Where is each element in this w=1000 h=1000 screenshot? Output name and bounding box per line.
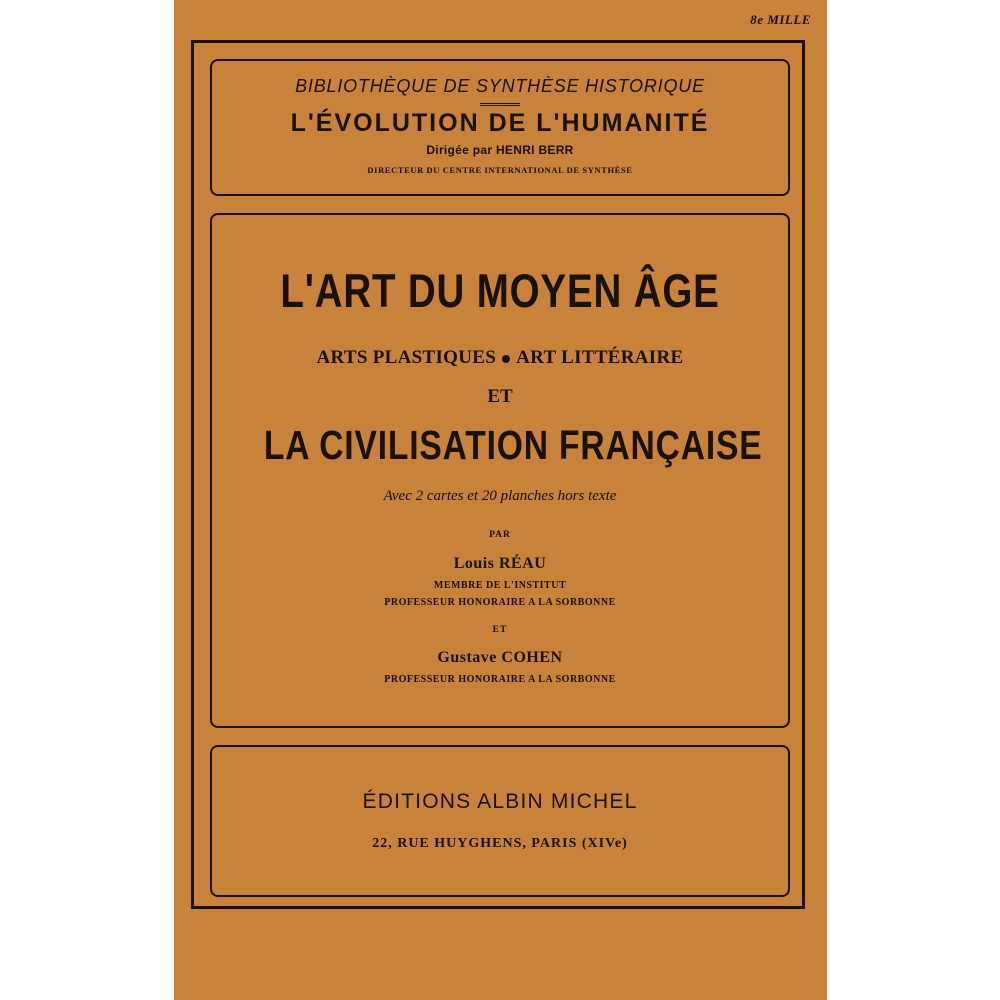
author-name (212, 555, 788, 573)
author-first-name: Louis (453, 555, 495, 572)
director-role: DIRECTEUR DU CENTRE INTERNATIONAL DE SYNTHÈSE (367, 165, 633, 175)
printing-number: 8e MILLE (750, 12, 811, 27)
collection-name: BIBLIOTHÈQUE DE SYNTHÈSE HISTORIQUE (295, 76, 705, 96)
director-name: HENRI BERR (495, 143, 574, 157)
by-label: PAR (489, 530, 511, 540)
author-last-name: COHEN (501, 649, 563, 666)
publisher-panel (210, 745, 790, 897)
book-title-second: LA CIVILISATION FRANÇAISE (263, 422, 763, 468)
bullet-dot-icon (502, 355, 510, 363)
author-credential: PROFESSEUR HONORAIRE A LA SORBONNE (384, 597, 616, 608)
book-subtitle (212, 347, 788, 369)
author-first-name: Gustave (437, 649, 497, 666)
series-panel (210, 59, 790, 196)
director-prefix: Dirigée par (426, 143, 496, 157)
publisher-name: ÉDITIONS ALBIN MICHEL (362, 790, 638, 813)
title-panel (210, 213, 790, 728)
author-last-name: RÉAU (498, 555, 547, 572)
book-title: L'ART DU MOYEN ÂGE (280, 264, 720, 317)
title-conjunction: ET (487, 386, 513, 407)
subtitle-right: ART LITTÉRAIRE (516, 347, 684, 368)
decorative-rule (480, 103, 520, 106)
series-director (212, 143, 788, 157)
author-name (212, 649, 788, 667)
author-credential: PROFESSEUR HONORAIRE A LA SORBONNE (384, 674, 616, 685)
publisher-address: 22, RUE HUYGHENS, PARIS (XIVe) (372, 836, 628, 851)
book-cover (174, 0, 827, 1000)
illustrations-note: Avec 2 cartes et 20 planches hors texte (383, 488, 617, 504)
author-credential: MEMBRE DE L'INSTITUT (433, 580, 567, 591)
series-title: L'ÉVOLUTION DE L'HUMANITÉ (290, 109, 710, 137)
authors-conjunction: ET (492, 625, 508, 635)
subtitle-left: ARTS PLASTIQUES (316, 347, 497, 368)
